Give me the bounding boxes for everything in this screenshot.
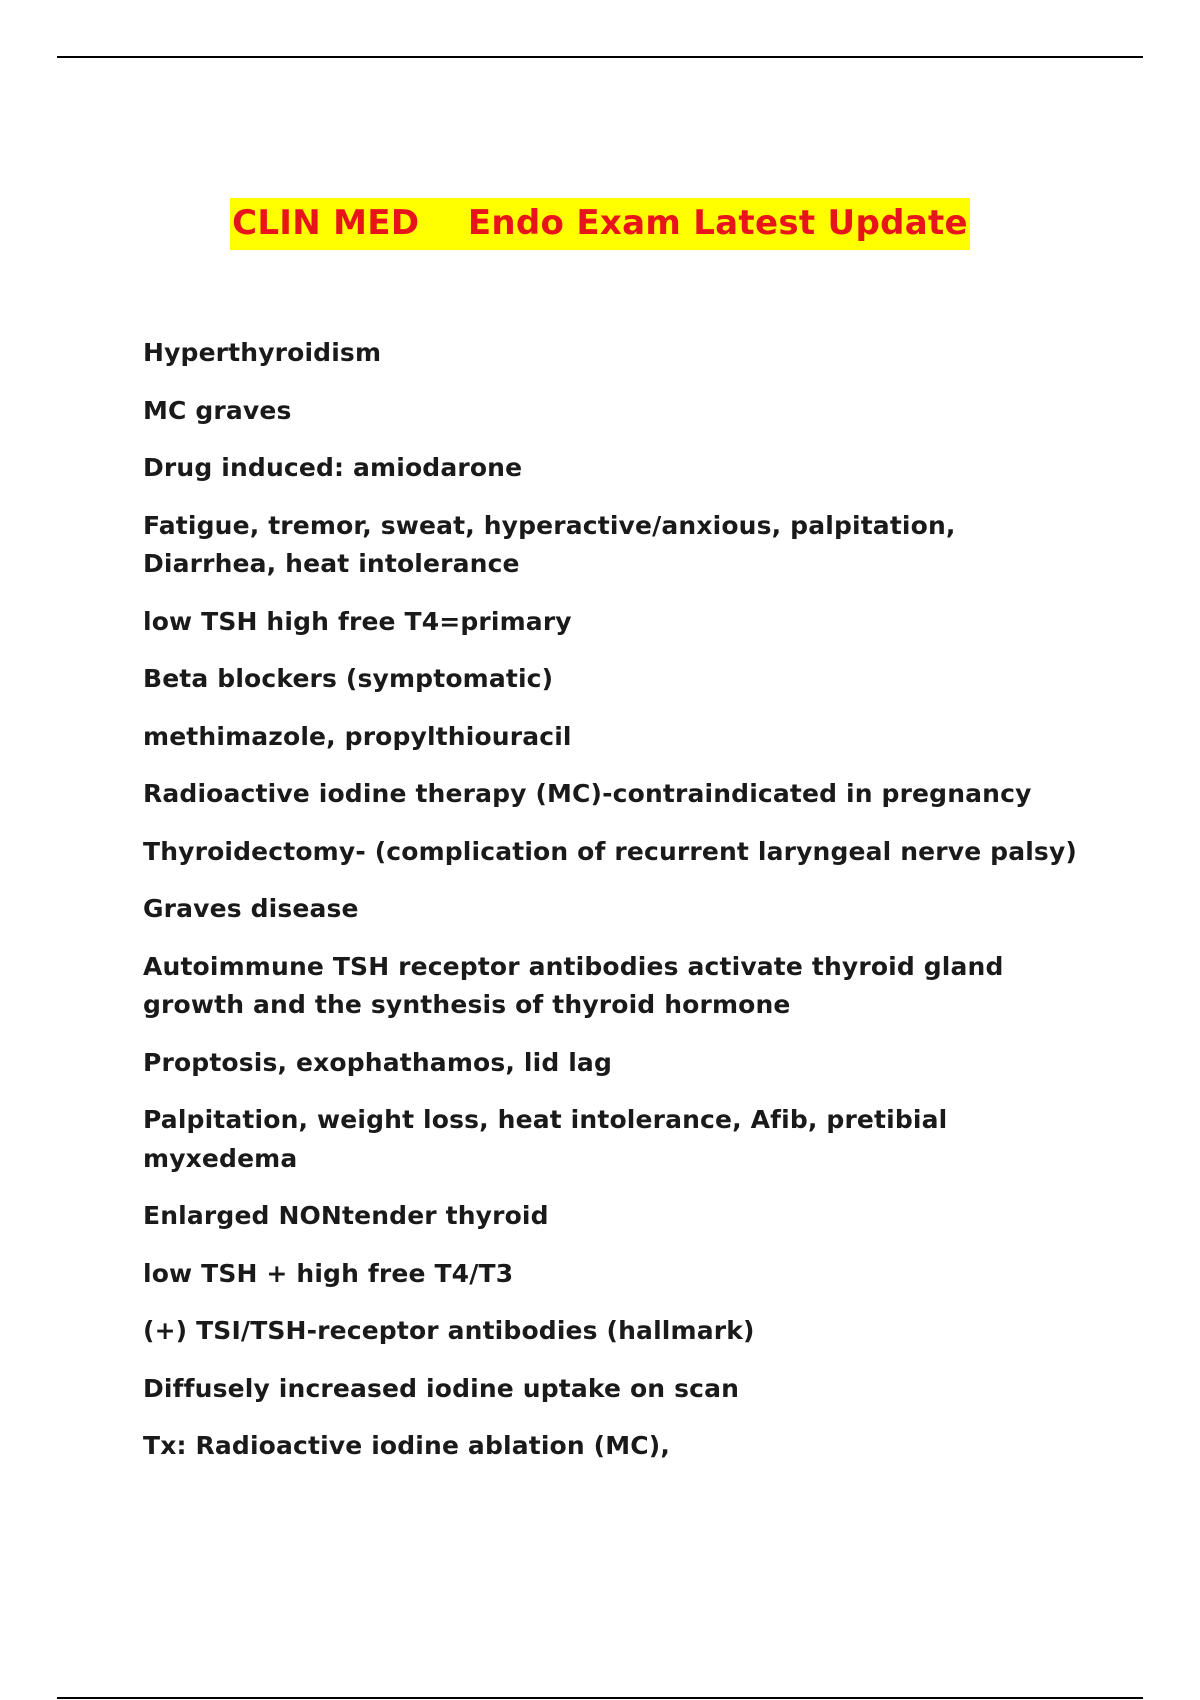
- note-line: low TSH + high free T4/T3: [143, 1258, 514, 1288]
- note-line: Enlarged NONtender thyroid: [143, 1201, 549, 1230]
- note-line: Palpitation, weight loss, heat intolerance, Afib, pretibial myxedema: [143, 1105, 948, 1173]
- note-line: Diffusely increased iodine uptake on scan: [143, 1373, 740, 1403]
- title-container: [0, 198, 1200, 250]
- note-line: Graves disease: [143, 894, 359, 923]
- note-line: Tx: Radioactive iodine ablation (MC),: [143, 1431, 670, 1460]
- notes-list: [143, 334, 1093, 1485]
- note-line: (+) TSI/TSH-receptor antibodies (hallmark): [143, 1316, 755, 1345]
- document-title: CLIN MED Endo Exam Latest Update: [230, 198, 970, 250]
- note-line: methimazole, propylthiouracil: [143, 721, 572, 751]
- bottom-divider: [57, 1697, 1143, 1699]
- note-line: Radioactive iodine therapy (MC)-contraindicated in pregnancy: [143, 779, 1032, 808]
- note-line: Autoimmune TSH receptor antibodies activate thyroid gland growth and the synthesis of thyroid hormone: [143, 951, 1004, 1019]
- note-line: Drug induced: amiodarone: [143, 453, 523, 482]
- note-line: Hyperthyroidism: [143, 338, 382, 367]
- note-line: Thyroidectomy- (complication of recurrent laryngeal nerve palsy): [143, 836, 1077, 866]
- note-line: low TSH high free T4=primary: [143, 606, 572, 636]
- note-line: Fatigue, tremor, sweat, hyperactive/anxious, palpitation, Diarrhea, heat intolerance: [143, 510, 956, 578]
- top-divider: [57, 56, 1143, 58]
- note-line: Proptosis, exophathamos, lid lag: [143, 1047, 612, 1077]
- note-line: Beta blockers (symptomatic): [143, 664, 554, 693]
- note-line: MC graves: [143, 395, 292, 425]
